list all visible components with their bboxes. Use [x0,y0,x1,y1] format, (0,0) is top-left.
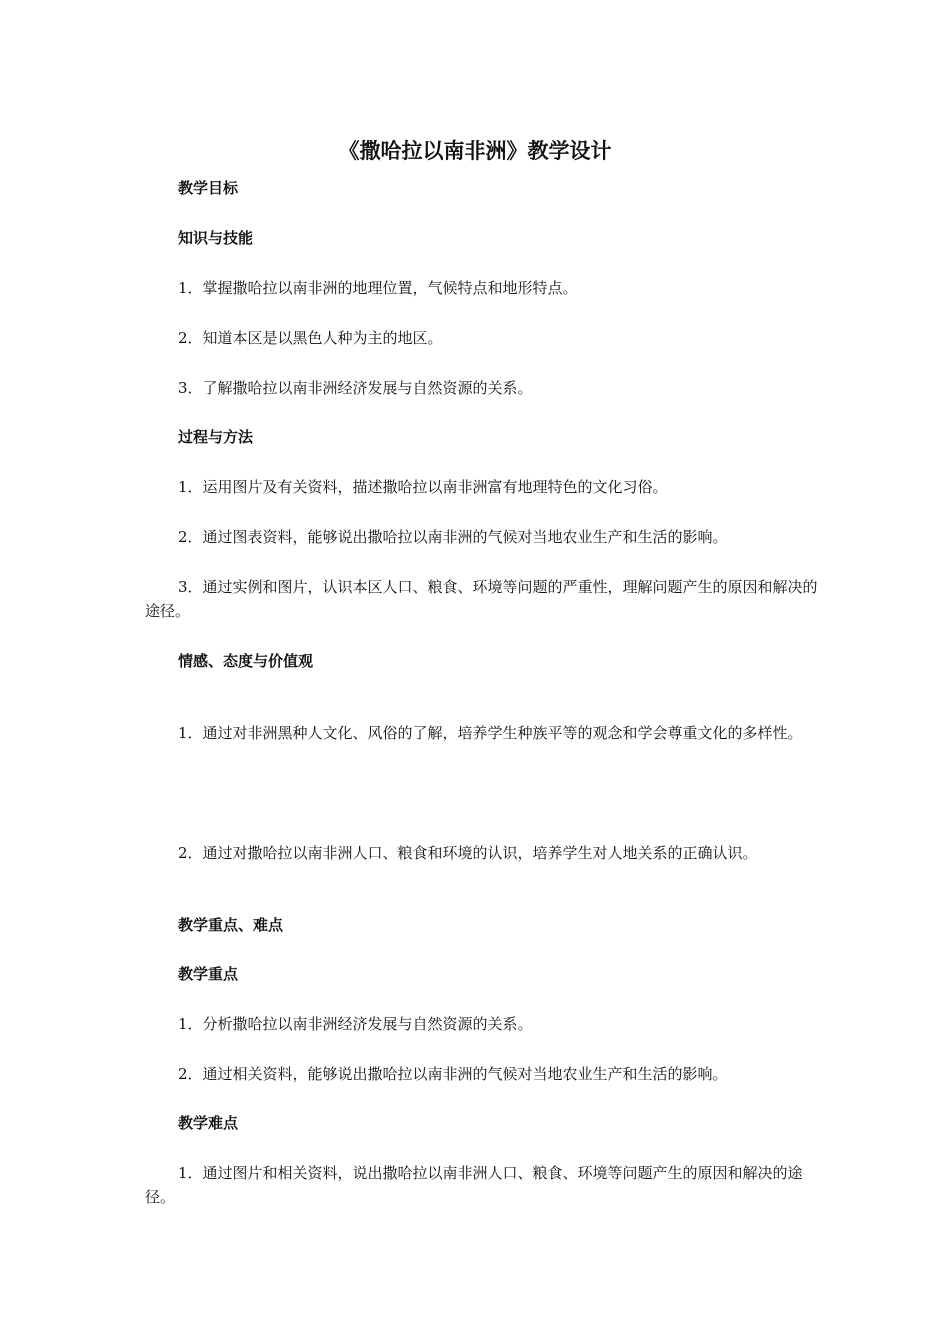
heading-objectives: 教学目标 [178,179,239,197]
knowledge-item-1: 1．掌握撒哈拉以南非洲的地理位置，气候特点和地形特点。 [178,279,578,297]
key-item-1: 1．分析撒哈拉以南非洲经济发展与自然资源的关系。 [178,1015,533,1033]
document-title: 《撒哈拉以南非洲》教学设计 [338,139,612,163]
knowledge-item-2: 2．知道本区是以黑色人种为主的地区。 [178,329,443,347]
heading-key-difficult: 教学重点、难点 [178,916,284,934]
process-item-1: 1．运用图片及有关资料，描述撒哈拉以南非洲富有地理特色的文化习俗。 [178,478,668,496]
heading-knowledge: 知识与技能 [178,229,254,247]
emotion-item-1: 1．通过对非洲黑种人文化、风俗的了解，培养学生种族平等的观念和学会尊重文化的多样性。 [178,724,803,742]
heading-process: 过程与方法 [178,428,254,446]
heading-difficult: 教学难点 [178,1114,239,1132]
process-item-2: 2．通过图表资料，能够说出撒哈拉以南非洲的气候对当地农业生产和生活的影响。 [178,528,728,546]
process-item-3: 3．通过实例和图片，认识本区人口、粮食、环境等问题的严重性，理解问题产生的原因和解决的途径。 [145,578,818,620]
key-item-2: 2．通过相关资料，能够说出撒哈拉以南非洲的气候对当地农业生产和生活的影响。 [178,1065,728,1083]
heading-key: 教学重点 [178,965,239,983]
emotion-item-2: 2．通过对撒哈拉以南非洲人口、粮食和环境的认识，培养学生对人地关系的正确认识。 [178,844,758,862]
heading-emotion: 情感、态度与价值观 [178,652,314,670]
difficult-item-1: 1．通过图片和相关资料，说出撒哈拉以南非洲人口、粮食、环境等问题产生的原因和解决的途径。 [145,1164,803,1206]
knowledge-item-3: 3．了解撒哈拉以南非洲经济发展与自然资源的关系。 [178,379,533,397]
